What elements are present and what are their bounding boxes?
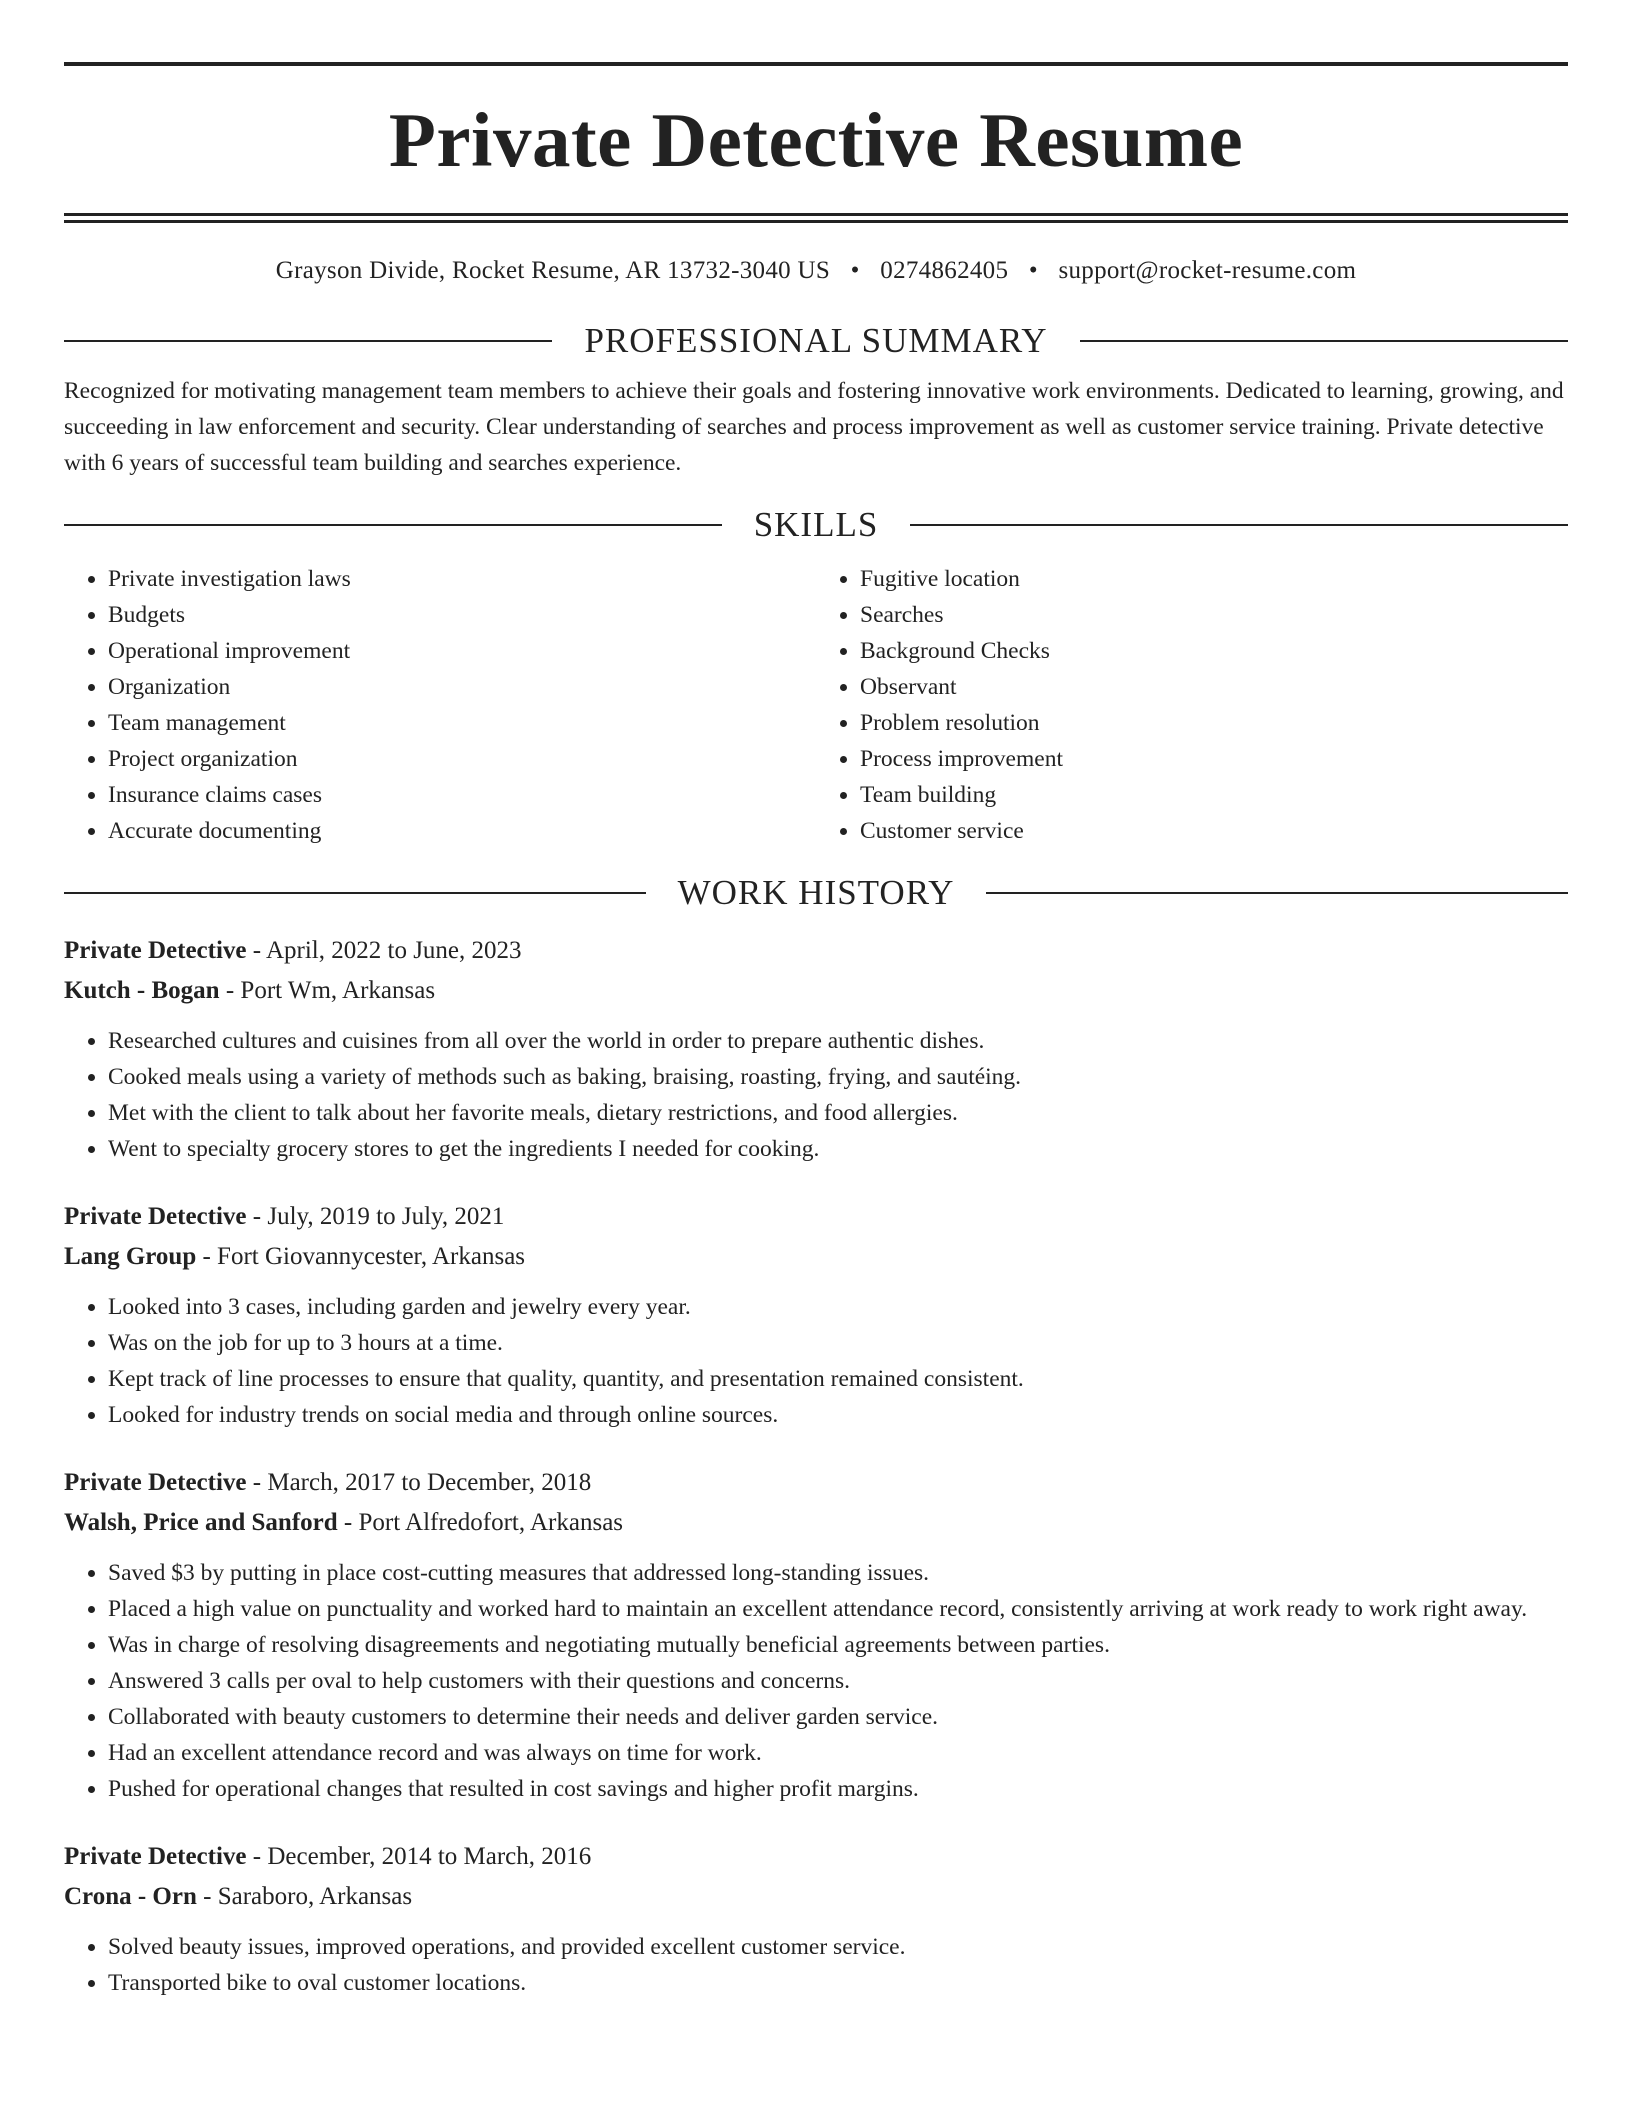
job-location: - Port Alfredofort, Arkansas — [337, 1508, 624, 1536]
job-title-line — [64, 1837, 1568, 1877]
job-bullet: • Pushed for operational changes that resulted in cost savings and higher profit margins. — [108, 1771, 1568, 1807]
job-company-line — [64, 1237, 1568, 1277]
job-bullets — [64, 1023, 1568, 1167]
job-title: Private Detective — [64, 1202, 247, 1230]
contact-separator: • — [850, 257, 860, 284]
job-title-line — [64, 1463, 1568, 1503]
job-bullet: • Researched cultures and cuisines from all over the world in order to prepare authentic dishes. — [108, 1023, 1568, 1059]
job-entry — [64, 1837, 1568, 2001]
skill-item: • Background Checks — [860, 633, 1568, 669]
section-title: SKILLS — [753, 504, 879, 544]
job-dates: - March, 2017 to December, 2018 — [246, 1468, 592, 1496]
job-company-line — [64, 1503, 1568, 1543]
skill-item: • Process improvement — [860, 741, 1568, 777]
section-title: PROFESSIONAL SUMMARY — [584, 321, 1048, 360]
job-bullets — [64, 1289, 1568, 1433]
skill-item: • Problem resolution — [860, 705, 1568, 741]
job-bullet: • Kept track of line processes to ensure that quality, quantity, and presentation remained consistent. — [108, 1361, 1568, 1397]
job-location: - Port Wm, Arkansas — [219, 976, 436, 1004]
job-bullet: • Looked into 3 cases, including garden and jewelry every year. — [108, 1289, 1568, 1325]
job-title: Private Detective — [64, 936, 247, 964]
job-company: Lang Group — [64, 1242, 197, 1270]
job-company-line — [64, 1877, 1568, 1917]
skill-item: • Team management — [108, 705, 816, 741]
page-title: Private Detective Resume — [388, 97, 1244, 183]
skills-column-right — [816, 561, 1568, 849]
job-bullet: • Was on the job for up to 3 hours at a time. — [108, 1325, 1568, 1361]
job-title-line — [64, 1197, 1568, 1237]
section-heading-summary — [64, 321, 1568, 361]
job-bullets — [64, 1555, 1568, 1807]
skill-item: • Team building — [860, 777, 1568, 813]
job-location: - Fort Giovannycester, Arkansas — [196, 1242, 526, 1270]
skills-list — [64, 561, 1568, 849]
contact-separator: • — [1028, 257, 1038, 284]
job-title: Private Detective — [64, 1842, 247, 1870]
job-bullet: • Was in charge of resolving disagreements and negotiating mutually beneficial agreements between parties. — [108, 1627, 1568, 1663]
heading-rule — [64, 524, 722, 526]
skill-item: • Project organization — [108, 741, 816, 777]
job-bullet: • Met with the client to talk about her favorite meals, dietary restrictions, and food allergies. — [108, 1095, 1568, 1131]
job-company: Walsh, Price and Sanford — [64, 1508, 338, 1536]
job-company: Crona - Orn — [64, 1882, 197, 1910]
heading-rule — [64, 892, 646, 894]
job-bullet: • Looked for industry trends on social media and through online sources. — [108, 1397, 1568, 1433]
skill-item: • Observant — [860, 669, 1568, 705]
heading-rule — [986, 892, 1568, 894]
job-entry — [64, 1463, 1568, 1807]
job-entry — [64, 931, 1568, 1167]
heading-rule — [910, 524, 1568, 526]
job-bullet: • Went to specialty grocery stores to get the ingredients I needed for cooking. — [108, 1131, 1568, 1167]
job-bullets — [64, 1929, 1568, 2001]
title-double-rule — [64, 213, 1568, 223]
job-dates: - April, 2022 to June, 2023 — [246, 936, 522, 964]
skills-column-left — [64, 561, 816, 849]
skill-item: • Budgets — [108, 597, 816, 633]
skill-item: • Fugitive location — [860, 561, 1568, 597]
skill-item: • Accurate documenting — [108, 813, 816, 849]
contact-phone: 0274862405 — [880, 257, 1009, 284]
section-heading-work-history — [64, 873, 1568, 913]
job-title: Private Detective — [64, 1468, 247, 1496]
skill-item: • Insurance claims cases — [108, 777, 816, 813]
job-bullet: • Collaborated with beauty customers to determine their needs and deliver garden service. — [108, 1699, 1568, 1735]
skill-item: • Operational improvement — [108, 633, 816, 669]
job-bullet: • Had an excellent attendance record and was always on time for work. — [108, 1735, 1568, 1771]
summary-paragraph: Recognized for motivating management team members to achieve their goals and fostering innovative work environments. Dedicated to learning, growing, and succeeding in law enforcement and security. Clear understanding of searches and process improvement as well as customer service training. Private detective with 6 years of successful team building and searches experience. — [64, 378, 1564, 476]
contact-address: Grayson Divide, Rocket Resume, AR 13732-3040 US — [275, 257, 831, 284]
job-bullet: • Transported bike to oval customer locations. — [108, 1965, 1568, 2001]
job-entry — [64, 1197, 1568, 1433]
heading-rule — [1080, 340, 1568, 342]
contact-email: support@rocket-resume.com — [1058, 257, 1357, 284]
job-company: Kutch - Bogan — [64, 976, 220, 1004]
skill-item: • Private investigation laws — [108, 561, 816, 597]
job-bullet: • Saved $3 by putting in place cost-cutting measures that addressed long-standing issues. — [108, 1555, 1568, 1591]
job-location: - Saraboro, Arkansas — [196, 1882, 413, 1910]
job-title-line — [64, 931, 1568, 971]
contact-line — [64, 257, 1568, 285]
top-rule — [64, 62, 1568, 66]
skill-item: • Searches — [860, 597, 1568, 633]
job-dates: - July, 2019 to July, 2021 — [246, 1202, 505, 1230]
section-heading-skills — [64, 505, 1568, 545]
job-dates: - December, 2014 to March, 2016 — [246, 1842, 592, 1870]
job-bullet: • Solved beauty issues, improved operations, and provided excellent customer service. — [108, 1929, 1568, 1965]
job-bullet: • Cooked meals using a variety of methods such as baking, braising, roasting, frying, and sautéing. — [108, 1059, 1568, 1095]
skill-item: • Organization — [108, 669, 816, 705]
job-company-line — [64, 971, 1568, 1011]
section-title: WORK HISTORY — [677, 872, 955, 912]
job-bullet: • Placed a high value on punctuality and worked hard to maintain an excellent attendance record, consistently arriving at work ready to work right away. — [108, 1591, 1568, 1627]
heading-rule — [64, 340, 552, 342]
skill-item: • Customer service — [860, 813, 1568, 849]
job-bullet: • Answered 3 calls per oval to help customers with their questions and concerns. — [108, 1663, 1568, 1699]
